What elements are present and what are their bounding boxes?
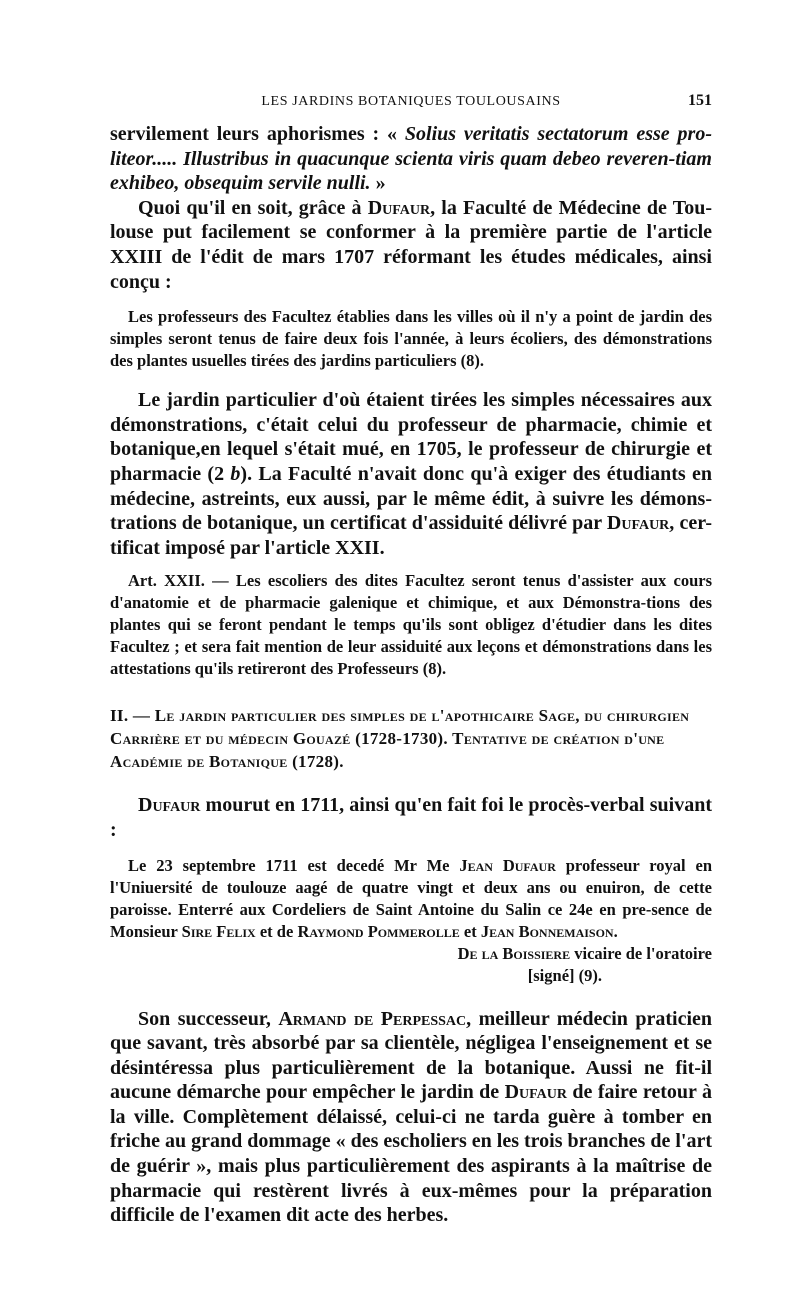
person-name: Jean Dufaur: [459, 855, 556, 875]
paragraph-4-text: mourut en 1711, ainsi qu'en fait foi le procès-verbal suivant :: [110, 794, 712, 841]
author-name: Dufaur: [367, 196, 431, 219]
paragraph-2: [110, 196, 712, 294]
edict-quotation: Les professeurs des Facultez établies dans les villes où il n'y a point de jardin des simples seront tenus de faire deux fois l'année, à leurs écoliers, des démonstrations des plantes usuelles tirées des jardins particuliers (8).: [110, 307, 712, 371]
paragraph-4: [110, 793, 712, 842]
signatory-title: vicaire de l'oratoire: [570, 943, 712, 963]
paragraph-1-text: servilement leurs aphorismes : «: [110, 123, 405, 145]
page-number: 151: [688, 92, 712, 109]
paragraph-1-closing: »: [370, 172, 386, 195]
paragraph-3-text-2: ). La Faculté n'avait donc qu'à exiger des étudiants en médecine, astreints, eux aussi, par le même édit, à suivre les démons-trations de botanique, un certificat d'assiduité délivré par: [110, 462, 712, 535]
paragraph-5-text: Son successeur,: [138, 1007, 279, 1030]
burial-record: [110, 855, 712, 943]
page-header: [110, 92, 712, 114]
signature-line: [110, 943, 712, 965]
person-name: Armand de Perpessac: [278, 1007, 467, 1030]
signatory-name: De la Boissiere: [457, 943, 571, 963]
author-name: Dufaur: [504, 1081, 567, 1104]
paragraph-5-rest: de faire retour à la ville. Complètement délaissé, celui-ci ne tarda guère à tomber en friche au grand dommage « des escholiers en les trois branches de l'art de guérir », mais plus particulièrement des aspirants à la maîtrise de pharmacie qui restèrent livrés à eux-mêmes pour la préparation difficile de l'examen dit acte des herbes.: [110, 1081, 712, 1227]
paragraph-1: [110, 122, 712, 196]
signature-mark: [signé] (9).: [527, 965, 602, 985]
record-text-3: et de: [255, 921, 298, 941]
record-text: Le 23 septembre 1711 est decedé Mr Me: [128, 855, 460, 875]
person-name: Jean Bonnemaison: [480, 921, 614, 941]
record-text-5: .: [613, 921, 618, 941]
paragraph-3-rest: , cer-tificat imposé par l'article XXII.: [110, 512, 712, 559]
running-title: LES JARDINS BOTANIQUES TOULOUSAINS: [261, 94, 561, 109]
section-heading: II. — Le jardin particulier des simples de l'apothicaire Sage, du chirurgien Carrière et du médecin Gouazé (1728-1730). Tentative de création d'une Académie de Botanique (1728).: [110, 706, 690, 772]
person-name: Raymond Pommerolle: [297, 921, 460, 941]
paragraph-5: [110, 1007, 712, 1228]
paragraph-2-rest: , la Faculté de Médecine de Tou-louse put facilement se conformer à la première partie de l'article XXIII de l'édit de mars 1707 réformant les études médicales, ainsi conçu :: [110, 196, 712, 293]
paragraph-3-text: Le jardin particulier d'où étaient tirées les simples nécessaires aux démonstrations, c'était celui du professeur de pharmacie, chimie et botanique,en lequel s'était mué, en 1705, le professeur de chirurgie et pharmacie (2: [110, 389, 712, 485]
page-body: [110, 122, 712, 1228]
author-name: Dufaur: [138, 794, 201, 817]
paragraph-5-text-2: , meilleur médecin praticien que savant, très absorbé par sa clientèle, négligea l'enseignement et se désintéressa plus particulièrement de la botanique. Aussi ne fit-il aucune démarche pour empêcher le jardin de: [110, 1007, 713, 1104]
latin-quotation: Solius veritatis sectatorum esse pro-liteor..... Illustribus in quacunque scienta viris quam debeo reveren-tiam exhibeo, obsequim servile nulli.: [110, 123, 712, 195]
record-text-2: professeur royal en l'Uniuersité de toulouze aagé de quatre vingt et deux ans ou enuiron, de cette paroisse. Enterré aux Cordeliers de Saint Antoine du Salin ce 24e en pre-sence de Monsieur: [110, 855, 713, 941]
person-name: Sire Felix: [181, 921, 256, 941]
record-text-4: et: [459, 921, 481, 941]
author-name: Dufaur: [606, 512, 670, 535]
article-quotation: Art. XXII. — Les escoliers des dites Facultez seront tenus d'assister aux cours d'anatomie et de pharmacie galenique et chimique, et aux Démonstra-tions des plantes qui se feront pendant le temps qu'ils sont obligez d'étudier dans les dites Facultez ; et sera fait mention de leur assiduité aux leçons et démonstrations dans les attestations qu'ils retireront des Professeurs (8).: [110, 571, 712, 679]
reference-letter: b: [230, 462, 241, 485]
paragraph-3: [110, 388, 712, 560]
paragraph-2-text: Quoi qu'il en soit, grâce à: [138, 196, 368, 219]
